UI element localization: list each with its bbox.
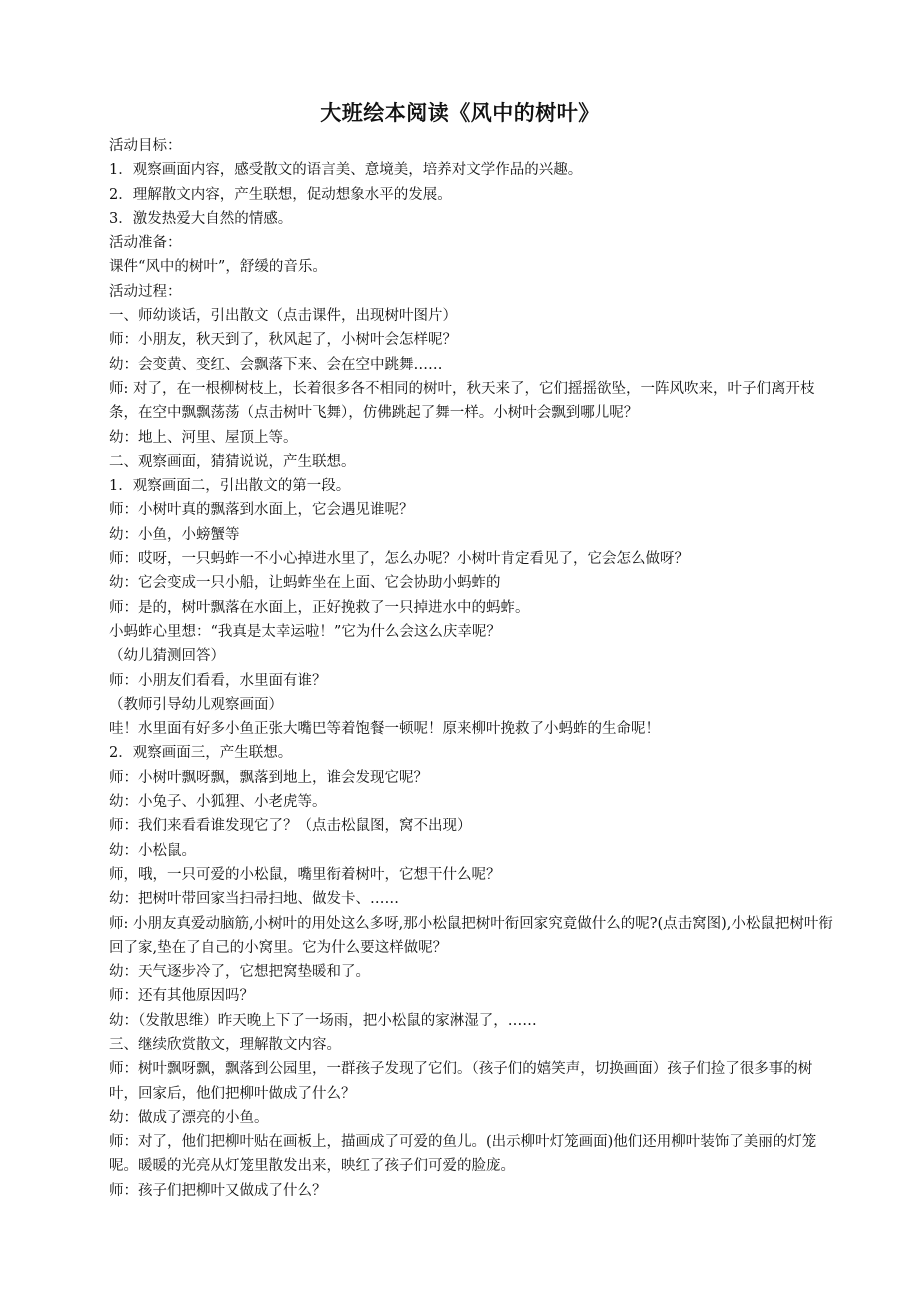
body-line: 师: 对了，在一根柳树枝上，长着很多各不相同的树叶，秋天来了，它们摇摇欲坠，一阵风吹来，叶子们离开枝条，在空中飘飘荡荡（点击树叶飞舞），仿佛跳起了舞一样。小树叶会飘到哪儿呢？ — [109, 380, 815, 422]
body-line: 师：是的，树叶飘落在水面上，正好挽救了一只掉进水中的蚂蚱。 — [109, 599, 530, 616]
document-body — [109, 134, 834, 1203]
body-line: 师：孩子们把柳叶又做成了什么？ — [109, 1182, 327, 1199]
body-line: 师：小朋友们看看，水里面有谁？ — [109, 672, 327, 689]
body-line: 师: 小朋友真爱动脑筋,小树叶的用处这么多呀,那小松鼠把树叶衔回家究竟做什么的呢?(点击窝图),小松鼠把树叶衔回了家,垫在了自己的小窝里。它为什么要这样做呢？ — [109, 915, 833, 956]
body-line: 师：小树叶飘呀飘，飘落到地上，谁会发现它呢？ — [109, 769, 428, 786]
body-line: （幼儿猜测回答） — [109, 648, 225, 665]
document-title: 大班绘本阅读《风中的树叶》 — [320, 100, 600, 125]
body-line: 2．观察画面三，产生联想。 — [109, 745, 293, 762]
body-line: 师：小树叶真的飘落到水面上，它会遇见谁呢？ — [109, 502, 414, 519]
body-line: 幼：把树叶带回家当扫帚扫地、做发卡、…… — [109, 891, 399, 908]
body-line: 二、观察画面，猜猜说说，产生联想。 — [109, 453, 356, 470]
body-line: 活动目标： — [109, 138, 182, 154]
body-line: 师：我们来看看谁发现它了？（点击松鼠图，窝不出现） — [109, 818, 472, 835]
body-line: 幼：地上、河里、屋顶上等。 — [109, 429, 298, 446]
body-line: 1．观察画面内容，感受散文的语言美、意境美，培养对文学作品的兴趣。 — [109, 162, 583, 179]
body-line: 师：哎呀，一只蚂蚱一不小心掉进水里了，怎么办呢？小树叶肯定看见了，它会怎么做呀？ — [109, 551, 689, 568]
body-line: 幼：（发散思维）昨天晚上下了一场雨，把小松鼠的家淋湿了，…… — [109, 1012, 537, 1029]
body-line: 师，哦，一只可爱的小松鼠，嘴里衔着树叶，它想干什么呢？ — [109, 866, 501, 883]
body-line: 3．激发热爱大自然的情感。 — [109, 210, 293, 227]
body-line: （教师引导幼儿观察画面） — [109, 696, 283, 713]
body-line: 2．理解散文内容，产生联想，促动想象水平的发展。 — [109, 186, 452, 203]
body-line: 幼：做成了漂亮的小鱼。 — [109, 1109, 269, 1126]
body-line: 幼：天气逐步冷了，它想把窝垫暖和了。 — [109, 964, 370, 981]
body-line: 1．观察画面二，引出散文的第一段。 — [109, 478, 351, 495]
body-line: 课件“风中的树叶”，舒缓的音乐。 — [109, 259, 327, 276]
body-line: 幼：会变黄、变红、会飘落下来、会在空中跳舞…… — [109, 356, 443, 373]
body-line: 师：树叶飘呀飘，飘落到公园里，一群孩子发现了它们。（孩子们的嬉笑声，切换画面）孩子们捡了很多事的树叶，回家后，他们把柳叶做成了什么？ — [109, 1061, 813, 1102]
body-line: 一、师幼谈话，引出散文（点击课件，出现树叶图片） — [109, 308, 457, 325]
body-line: 师：对了，他们把柳叶贴在画板上，描画成了可爱的鱼儿。(出示柳叶灯笼画面)他们还用柳叶装饰了美丽的灯笼呢。暖暖的光亮从灯笼里散发出来，映红了孩子们可爱的脸庞。 — [109, 1134, 817, 1175]
body-line: 哇！水里面有好多小鱼正张大嘴巴等着饱餐一顿呢！原来柳叶挽救了小蚂蚱的生命呢！ — [109, 721, 660, 738]
body-line: 三、继续欣赏散文，理解散文内容。 — [109, 1036, 341, 1053]
body-line: 幼：它会变成一只小船，让蚂蚱坐在上面、它会协助小蚂蚱的 — [109, 575, 501, 592]
body-line: 师：还有其他原因吗？ — [109, 988, 254, 1005]
body-line: 幼：小松鼠。 — [109, 842, 196, 859]
body-line: 活动过程： — [109, 283, 182, 300]
body-line: 幼：小兔子、小狐狸、小老虎等。 — [109, 794, 327, 811]
body-line: 师：小朋友，秋天到了，秋风起了，小树叶会怎样呢？ — [109, 332, 457, 349]
body-line: 小蚂蚱心里想：“我真是太幸运啦！”它为什么会这么庆幸呢？ — [109, 623, 501, 640]
body-line: 幼：小鱼，小螃蟹等 — [109, 526, 240, 543]
body-line: 活动准备： — [109, 235, 182, 252]
